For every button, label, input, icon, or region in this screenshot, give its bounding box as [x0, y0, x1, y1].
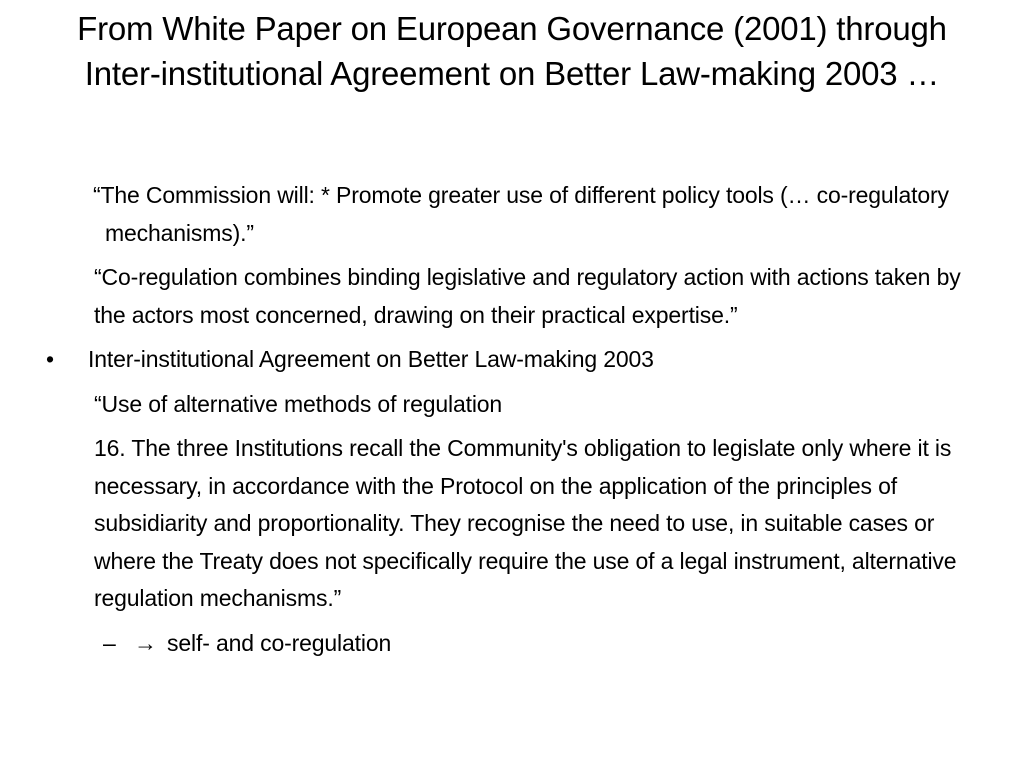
quote-article-16: 16. The three Institutions recall the Community's obligation to legislate only where it is necessary, in accordance with the Protocol on the application of the principles of subsidiarity and proportionality. They recognise the need to use, in suitable cases or where the Treaty does not specifically require the use of a legal instrument, alternative regulation mechanisms.”: [94, 435, 957, 611]
bullet-item-agreement: [0, 341, 1024, 379]
dash-item-text: self- and co-regulation: [167, 629, 392, 656]
quote-alternative-methods: “Use of alternative methods of regulation: [94, 390, 503, 417]
bullet-icon: •: [46, 346, 54, 372]
slide-body: [0, 177, 1024, 662]
quote-co-regulation-definition: “Co-regulation combines binding legislative and regulatory action with actions taken by the actors most concerned, drawing on their practical expertise.”: [94, 264, 961, 328]
slide-title: From White Paper on European Governance (2001) through Inter-institutional Agreement on Better Law-making 2003 …: [77, 10, 947, 92]
right-arrow-icon: →: [134, 629, 157, 656]
bullet-text: Inter-institutional Agreement on Better Law-making 2003: [88, 346, 654, 372]
dash-item-self-co-regulation: [0, 625, 1024, 663]
quote-commission: “The Commission will: * Promote greater use of different policy tools (… co-regulatory mechanisms).”: [93, 182, 949, 246]
dash-icon: –: [103, 629, 116, 656]
